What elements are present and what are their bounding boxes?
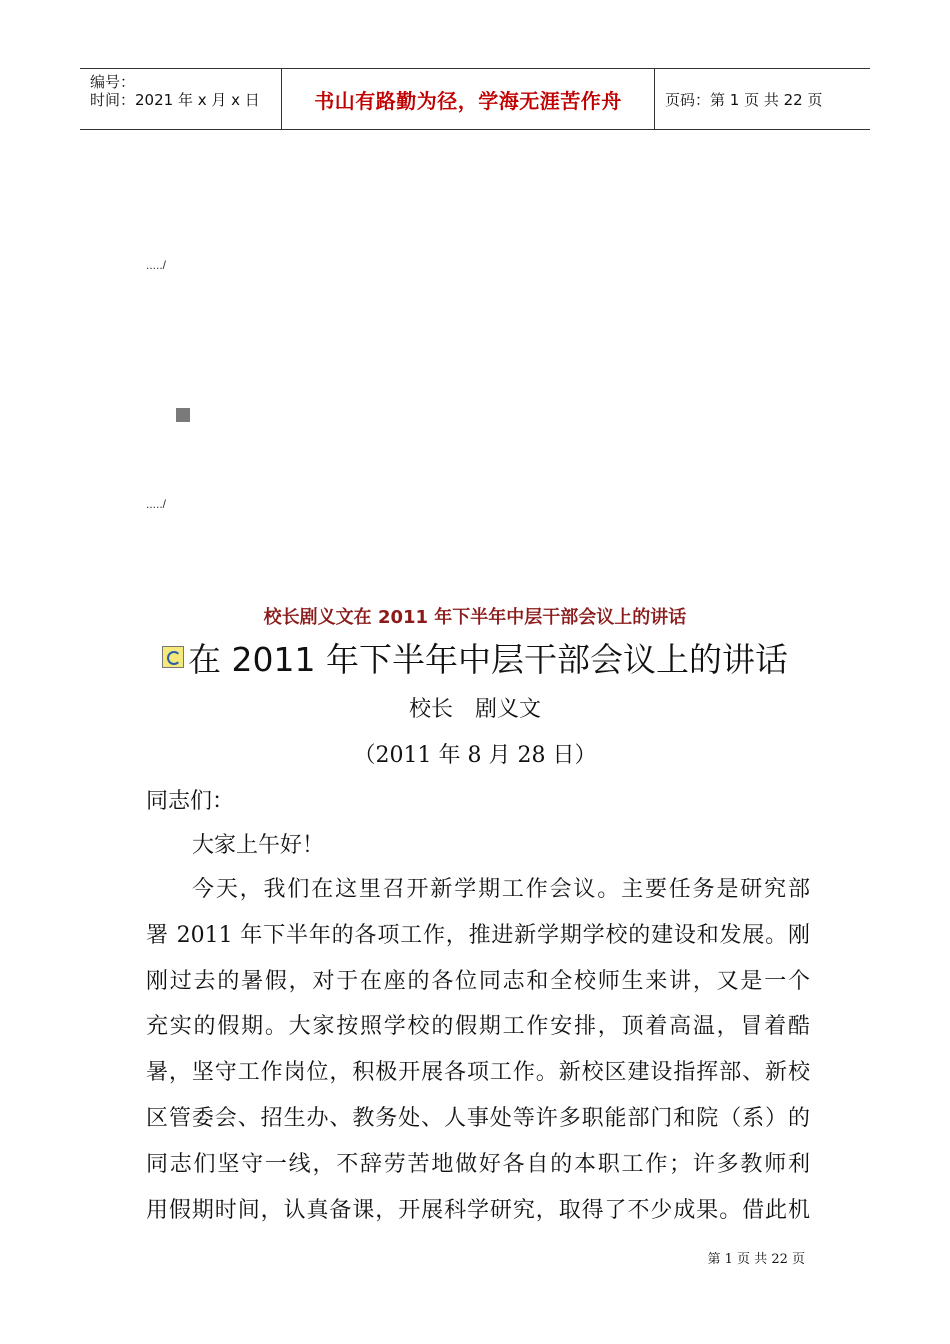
page-code: 页码：第 1 页 共 22 页 (665, 90, 823, 109)
paragraph-line: 用假期时间，认真备课，开展科学研究，取得了不少成果。借此机 (146, 1197, 810, 1223)
paragraph-line: 署 2011 年下半年的各项工作，推进新学期学校的建设和发展。刚 (146, 922, 810, 948)
paragraph-line: 同志们坚守一线，不辞劳苦地做好各自的本职工作；许多教师利 (146, 1151, 810, 1177)
header-meta-cell (80, 69, 280, 129)
body-paragraph (146, 867, 810, 1233)
placeholder-dots-top: ...../ (146, 258, 167, 272)
placeholder-dots-bottom: ...../ (146, 497, 167, 511)
number-label: 编号： (90, 73, 136, 91)
greeting: 大家上午好！ (192, 833, 325, 858)
paragraph-line: 充实的假期。大家按照学校的假期工作安排，顶着高温，冒着酷 (146, 1014, 810, 1040)
header-motto-cell (281, 69, 655, 129)
paragraph-line: 今天，我们在这里召开新学期工作会议。主要任务是研究部 (192, 877, 810, 902)
author-line: 校长 剧义文 (408, 697, 541, 722)
header-table (80, 68, 870, 130)
paragraph-line: 刚过去的暑假，对于在座的各位同志和全校师生来讲，又是一个 (146, 968, 810, 994)
motto-text: 书山有路勤为径，学海无涯苦作舟 (314, 88, 622, 113)
header-page-cell (654, 69, 870, 129)
link-image-icon (162, 646, 184, 668)
main-title-text: 在 2011 年下半年中层干部会议上的讲话 (188, 640, 788, 679)
paragraph-line: 暑，坚守工作岗位，积极开展各项工作。新校区建设指挥部、新校 (146, 1060, 810, 1086)
main-title (0, 634, 950, 681)
date-line: （2011 年 8 月 28 日） (353, 743, 597, 768)
time-label: 时间：2021 年 x 月 x 日 (90, 91, 260, 109)
image-placeholder-icon (176, 408, 190, 422)
paragraph-line: 区管委会、招生办、教务处、人事处等许多职能部门和院（系）的 (146, 1105, 810, 1131)
salutation: 同志们： (146, 789, 235, 814)
page-footer: 第 1 页 共 22 页 (707, 1252, 805, 1267)
red-heading: 校长剧义文在 2011 年下半年中层干部会议上的讲话 (263, 607, 687, 628)
